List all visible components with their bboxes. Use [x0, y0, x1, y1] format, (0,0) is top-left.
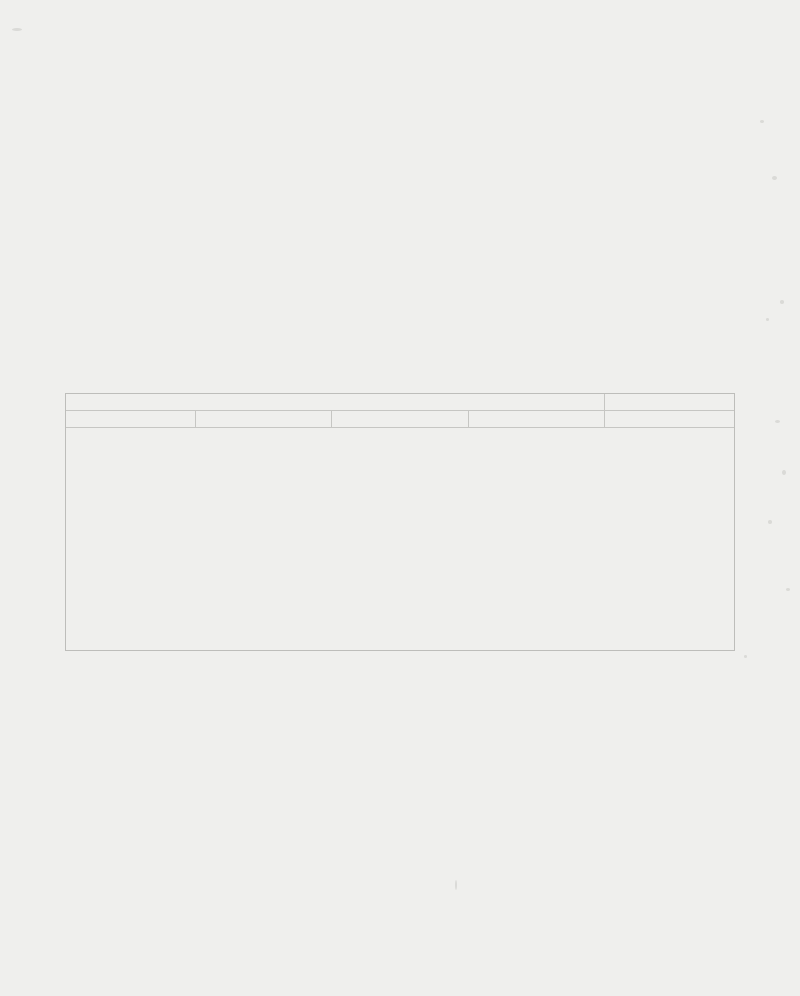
column-header: [468, 411, 605, 428]
column-header: [605, 411, 734, 428]
speck: [455, 880, 457, 890]
data-table: [65, 393, 735, 651]
speck: [766, 318, 769, 321]
speck: [780, 300, 784, 304]
column-header: [66, 411, 195, 428]
table-header-cell: [605, 394, 734, 411]
speck: [772, 176, 777, 180]
speck: [768, 520, 772, 524]
speck: [782, 470, 786, 475]
speck: [786, 588, 790, 591]
speck: [744, 655, 747, 658]
speck: [775, 420, 780, 423]
table-group-header: [66, 394, 605, 411]
speck: [760, 120, 764, 123]
speck: [12, 28, 22, 31]
column-header: [195, 411, 332, 428]
column-header: [332, 411, 469, 428]
